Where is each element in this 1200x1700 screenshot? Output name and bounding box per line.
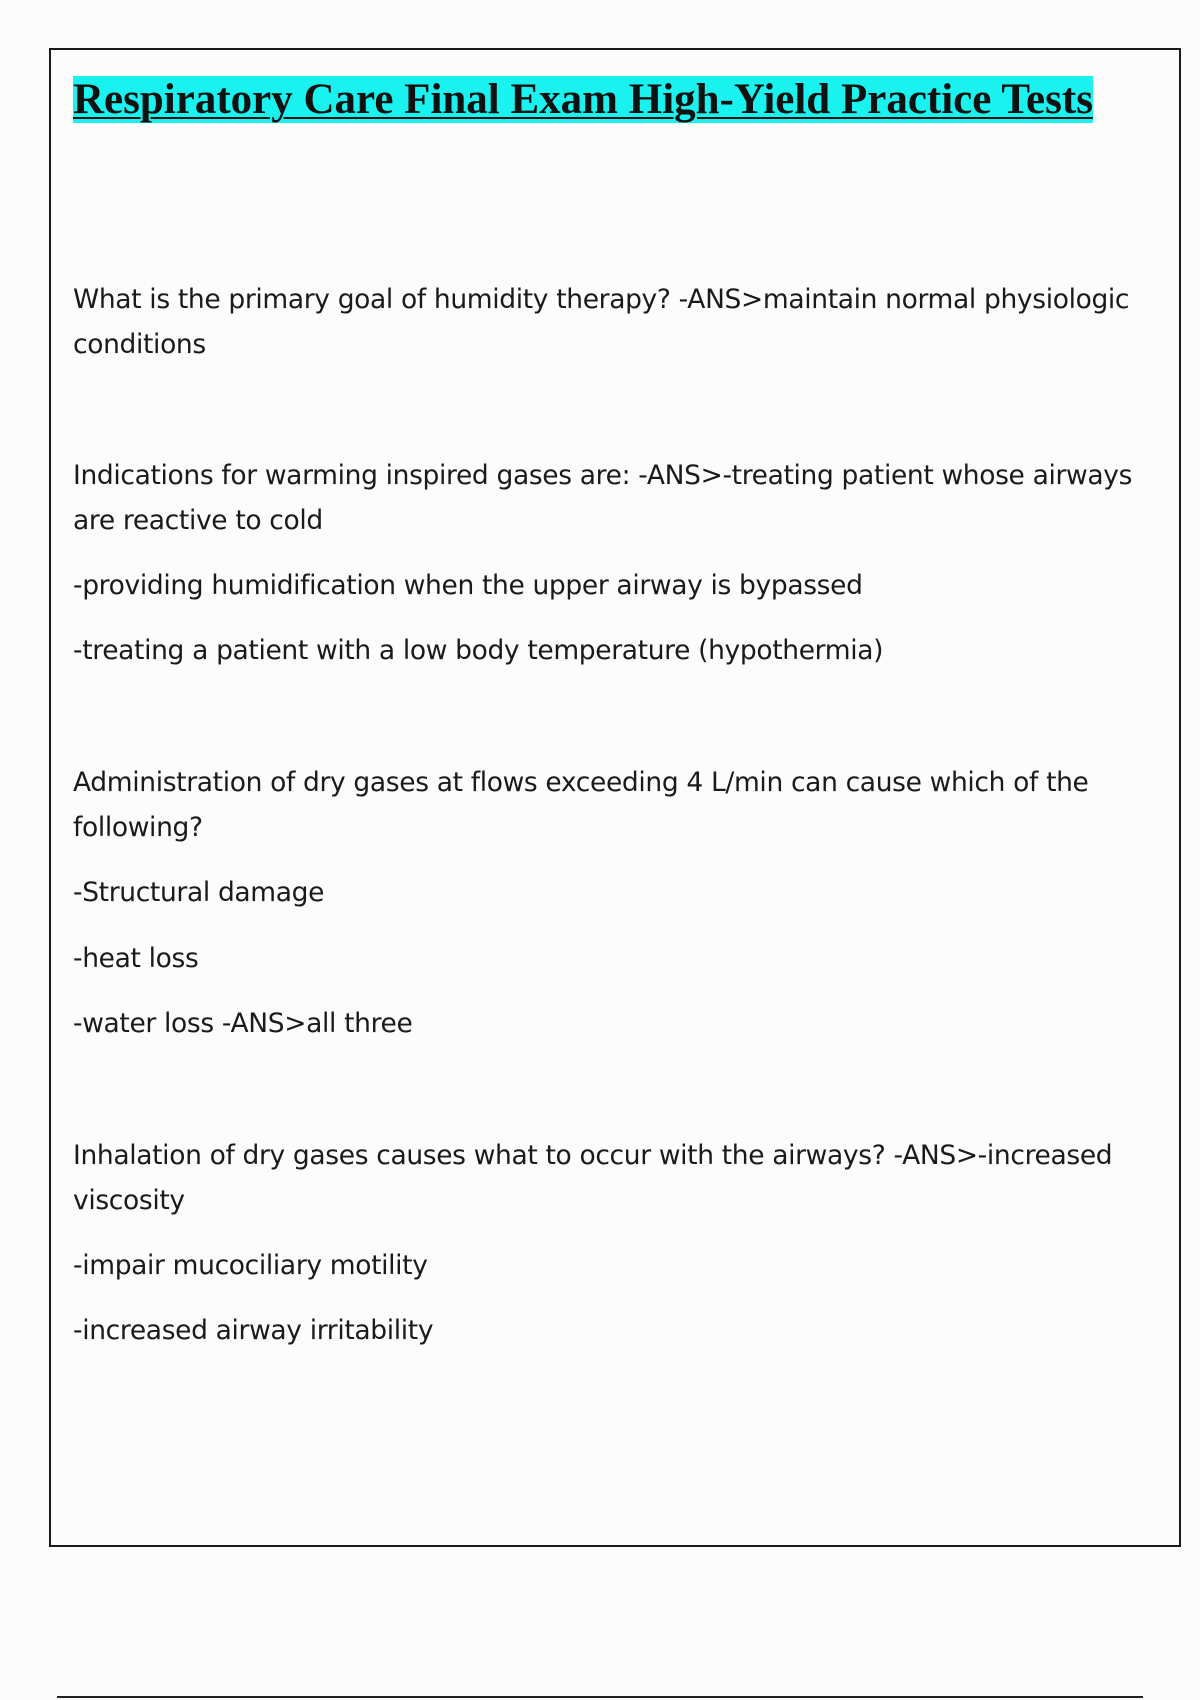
question-dry-gases-flow: Administration of dry gases at flows exceeding 4 L/min can cause which of the following? <box>73 767 1089 843</box>
answer-item-mucociliary: -impair mucociliary motility <box>73 1250 428 1281</box>
option-structural-damage: -Structural damage <box>73 877 325 908</box>
document-title-text: Respiratory Care Final Exam High-Yield Practice Tests <box>73 76 1093 123</box>
option-water-loss-answer: -water loss -ANS>all three <box>73 1008 413 1039</box>
question-warming-indications: Indications for warming inspired gases are: -ANS>-treating patient whose airways are reactive to cold <box>73 460 1133 536</box>
answer-item-humidification: -providing humidification when the upper airway is bypassed <box>73 570 863 601</box>
option-heat-loss: -heat loss <box>73 943 199 974</box>
footer-divider <box>57 1696 1143 1698</box>
question-dry-gases-inhalation: Inhalation of dry gases causes what to occur with the airways? -ANS>-increased viscosity <box>73 1140 1113 1216</box>
answer-item-hypothermia: -treating a patient with a low body temperature (hypothermia) <box>73 635 884 666</box>
question-humidity-goal: What is the primary goal of humidity therapy? -ANS>maintain normal physiologic conditions <box>73 284 1130 360</box>
answer-item-irritability: -increased airway irritability <box>73 1315 434 1346</box>
document-title <box>73 72 1133 128</box>
